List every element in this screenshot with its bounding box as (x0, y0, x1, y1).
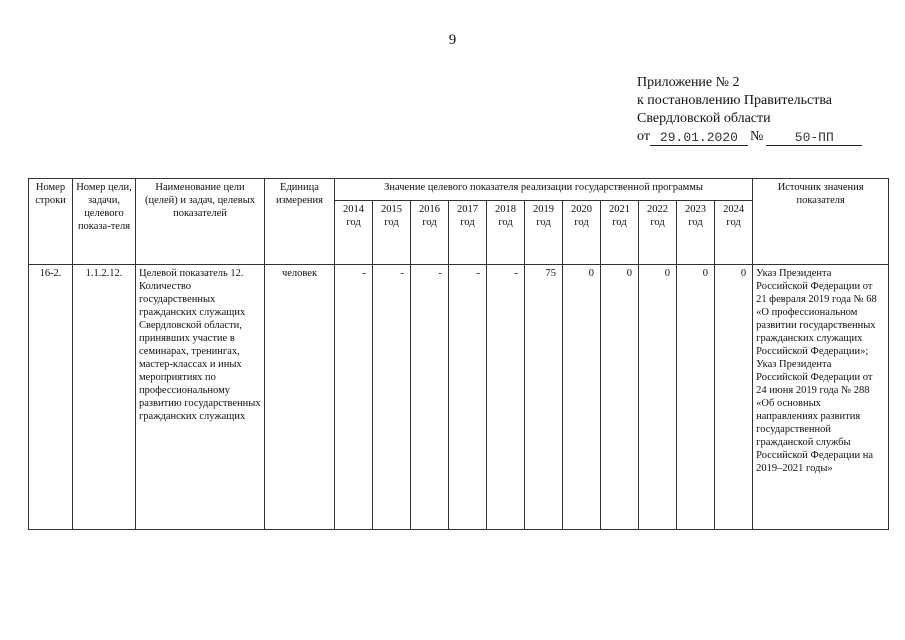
table-row (29, 265, 889, 530)
header-year: 2021 год (601, 201, 639, 265)
cell-value-2021: 0 (601, 265, 639, 530)
header-row-number: Номер строки (29, 179, 73, 265)
decree-date: 29.01.2020 (650, 131, 748, 146)
cell-value-2018: - (487, 265, 525, 530)
header-values-group: Значение целевого показателя реализации государственной программы (335, 179, 753, 201)
decree-number: 50-ПП (766, 131, 862, 146)
header-name: Наименование цели (целей) и задач, целевых показателей (136, 179, 265, 265)
indicator-table (28, 178, 889, 530)
header-year: 2019 год (525, 201, 563, 265)
header-year: 2015 год (373, 201, 411, 265)
header-source: Источник значения показателя (753, 179, 889, 265)
cell-value-2016: - (411, 265, 449, 530)
cell-value-2014: - (335, 265, 373, 530)
from-label: от (637, 129, 650, 144)
header-year: 2023 год (677, 201, 715, 265)
appendix-line-2: к постановлению Правительства (637, 93, 833, 108)
cell-unit: человек (265, 265, 335, 530)
page-number: 9 (448, 32, 457, 48)
decree-reference (637, 128, 862, 146)
cell-value-2017: - (449, 265, 487, 530)
header-year: 2022 год (639, 201, 677, 265)
header-year: 2024 год (715, 201, 753, 265)
cell-goal-number: 1.1.2.12. (73, 265, 136, 530)
header-year: 2018 год (487, 201, 525, 265)
header-year: 2017 год (449, 201, 487, 265)
number-label: № (749, 129, 764, 144)
cell-value-2015: - (373, 265, 411, 530)
cell-value-2020: 0 (563, 265, 601, 530)
appendix-header (637, 74, 862, 146)
header-year: 2020 год (563, 201, 601, 265)
appendix-title: Приложение № 2 (637, 75, 740, 90)
cell-value-2023: 0 (677, 265, 715, 530)
cell-value-2019: 75 (525, 265, 563, 530)
header-year: 2016 год (411, 201, 449, 265)
cell-row-number: 16-2. (29, 265, 73, 530)
header-goal-number: Номер цели, задачи, целевого показа-теля (73, 179, 136, 265)
cell-value-2024: 0 (715, 265, 753, 530)
header-row (29, 179, 889, 201)
cell-indicator-name: Целевой показатель 12. Количество государственных гражданских служащих Свердловской области, принявших участие в семинарах, тренингах, мастер-классах и иных мероприятиях по профессиональному развитию государственных гражданских служащих (136, 265, 265, 530)
header-year: 2014 год (335, 201, 373, 265)
appendix-line-3: Свердловской области (637, 111, 771, 126)
header-unit: Единица измерения (265, 179, 335, 265)
cell-source: Указ Президента Российской Федерации от 21 февраля 2019 года № 68 «О профессиональном развитии государственных гражданских служащих Российской Федерации»; Указ Президента Российской Федерации от 24 июня 2019 года № 288 «Об основных направлениях развития государственной гражданской службы Российской Федерации на 2019–2021 годы» (753, 265, 889, 530)
cell-value-2022: 0 (639, 265, 677, 530)
